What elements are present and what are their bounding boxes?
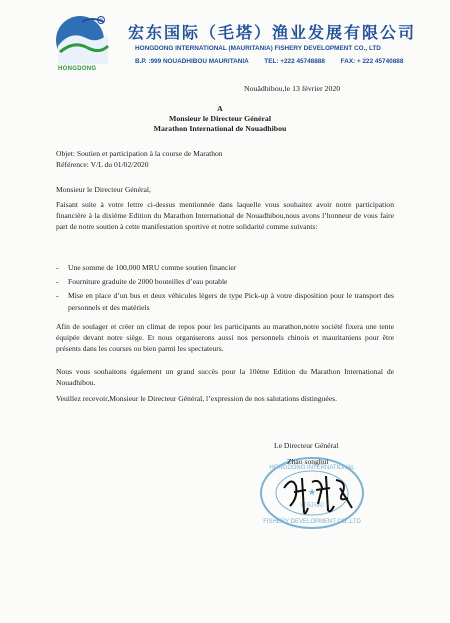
list-item: - Fourniture graduite de 2000 bouteilles d’eau potable <box>56 277 228 287</box>
signatory-name: Zhao songhui <box>287 457 329 466</box>
letterhead <box>0 0 450 80</box>
paragraph-organisation: Afin de soulager et créer un climat de repos pour les participants au marathon,notre société fixera une tente équipée devant notre siège. Et nous organiserons aussi nos personnels chinois et mauritaniens pour être présents dans les courses ou bien parmi les spectateurs. <box>56 322 394 354</box>
list-item-text: Fourniture graduite de 2000 bouteilles d’eau potable <box>68 277 228 287</box>
list-item-text: Une somme de 100,000 MRU comme soutien financier <box>68 263 237 272</box>
addressee-line-1: Monsieur le Directeur Général <box>169 114 271 123</box>
addressee-line-2: Marathon International de Nouadhibou <box>153 124 287 133</box>
subject-line: Objet: Soutien et participation à la course de Marathon <box>56 149 223 158</box>
list-item: - Mise en place d’un bus et deux véhicules légers de type Pick-up à votre disposition pour le transport des personnels et des matériels <box>56 291 394 312</box>
reference-line: Référence: V/L du 01/02/2020 <box>56 159 149 169</box>
letter-date: Nouâdhibou,le 13 février 2020 <box>244 84 341 93</box>
subject-block <box>56 149 223 170</box>
svg-text:★: ★ <box>307 487 317 497</box>
handwritten-signature <box>278 468 356 518</box>
svg-text:HONGDONG INTERNATIONAL: HONGDONG INTERNATIONAL <box>269 465 355 471</box>
salutation: Monsieur le Directeur Général, <box>56 185 151 194</box>
paragraph-intro: Faisant suite à votre lettre ci-dessus mentionnée dans laquelle vous souhaitez avoir notre participation financière à la dixième Edition du Marathon International de Nouadhibou,nous avons l’honneur de vous faire part de notre soutien à cette manifestation sportive et notre solidarité comme suivants: <box>56 200 394 232</box>
company-tel: TEL: +222 45748888 <box>264 58 325 65</box>
signatory-title: Le Directeur Général <box>274 441 339 450</box>
addressee-block <box>110 104 330 134</box>
company-address: B.P. :999 NOUADHIBOU MAURITANIA <box>135 58 249 65</box>
list-item-text: Mise en place d’un bus et deux véhicules légers de type Pick-up à votre disposition pour le transport des personnels et des matériels <box>68 291 394 312</box>
company-name-english: HONGDONG INTERNATIONAL (MAURITANIA) FISHERY DEVELOPMENT CO., LTD <box>135 45 381 52</box>
addressee-label: A <box>217 104 223 113</box>
company-contact <box>135 58 403 65</box>
company-name-chinese: 宏东国际（毛塔）渔业发展有限公司 <box>128 23 417 42</box>
paragraph-closing: Veuillez recevoir,Monsieur le Directeur Général, l’expression de nos salutations distinguées. <box>56 394 337 403</box>
company-fax: FAX: + 222 45740888 <box>340 58 404 65</box>
support-list <box>56 262 394 316</box>
svg-text:FISHERY DEVELOPMENT CO.,LTD: FISHERY DEVELOPMENT CO.,LTD <box>263 519 361 525</box>
svg-text:R: R <box>99 17 104 23</box>
brand-name: HONGDONG <box>58 66 97 72</box>
list-item: - Une somme de 100,000 MRU comme soutien financier <box>56 263 237 272</box>
svg-text:宏东国际: 宏东国际 <box>299 502 325 509</box>
paragraph-wishes: Nous vous souhaitons également un grand succès pour la 10ème Edition du Marathon International de Nouadhibou. <box>56 367 394 388</box>
